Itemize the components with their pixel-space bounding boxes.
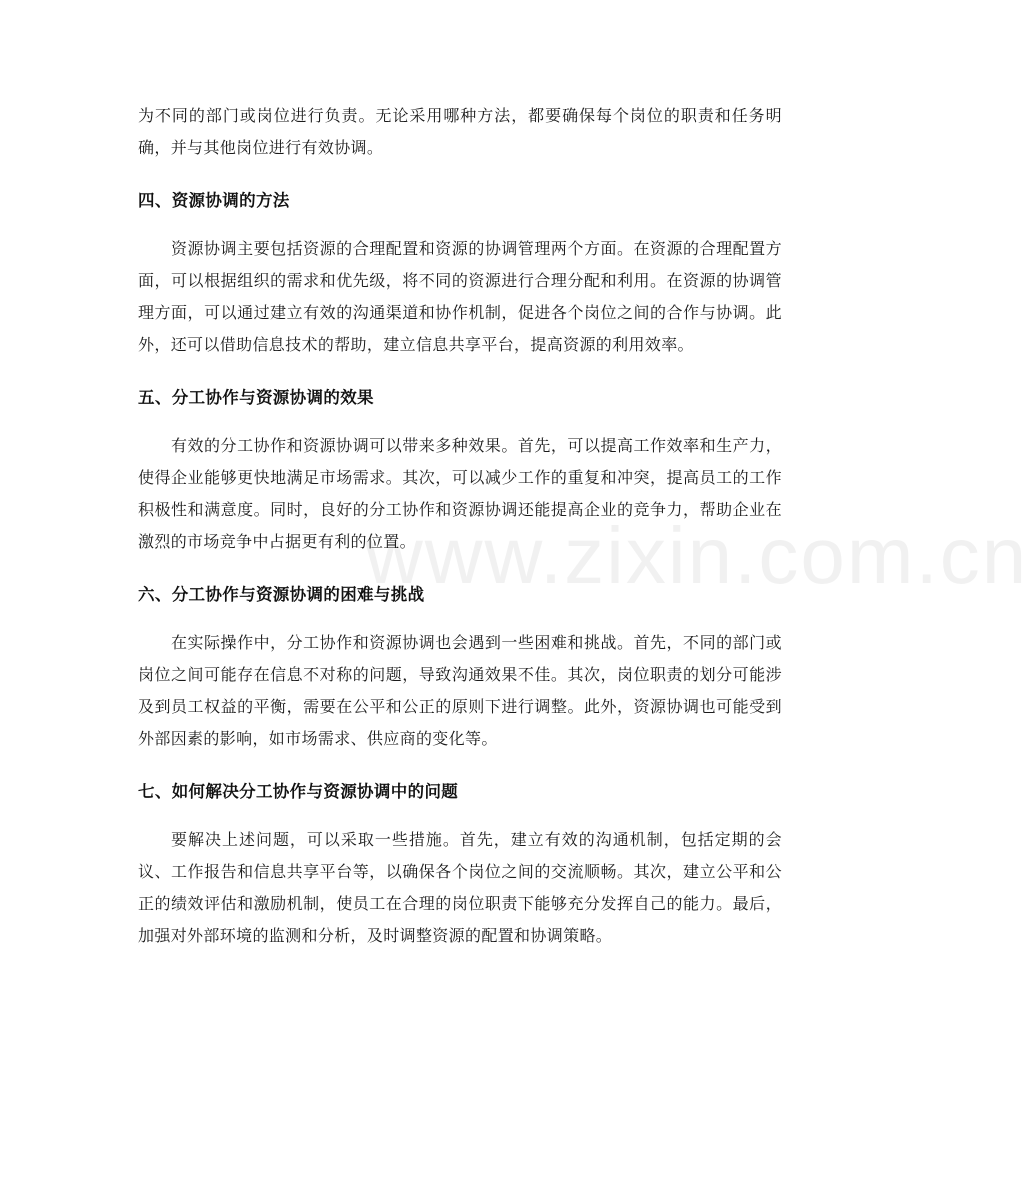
section-body-4: 资源协调主要包括资源的合理配置和资源的协调管理两个方面。在资源的合理配置方面，可以根据组织的需求和优先级，将不同的资源进行合理分配和利用。在资源的协调管理方面，可以通过建立有效的沟通渠道和协作机制，促进各个岗位之间的合作与协调。此外，还可以借助信息技术的帮助，建立信息共享平台，提高资源的利用效率。 — [138, 239, 782, 354]
section-heading-4: 四、资源协调的方法 — [138, 191, 290, 210]
section-body-7: 要解决上述问题，可以采取一些措施。首先，建立有效的沟通机制，包括定期的会议、工作报告和信息共享平台等，以确保各个岗位之间的交流顺畅。其次，建立公平和公正的绩效评估和激励机制，使员工在合理的岗位职责下能够充分发挥自己的能力。最后，加强对外部环境的监测和分析，及时调整资源的配置和协调策略。 — [138, 830, 782, 945]
section-body-6: 在实际操作中，分工协作和资源协调也会遇到一些困难和挑战。首先，不同的部门或岗位之间可能存在信息不对称的问题，导致沟通效果不佳。其次，岗位职责的划分可能涉及到员工权益的平衡，需要在公平和公正的原则下进行调整。此外，资源协调也可能受到外部因素的影响，如市场需求、供应商的变化等。 — [138, 633, 782, 748]
section-heading-7: 七、如何解决分工协作与资源协调中的问题 — [138, 782, 459, 801]
section-heading-6: 六、分工协作与资源协调的困难与挑战 — [138, 585, 425, 604]
section-heading-5: 五、分工协作与资源协调的效果 — [138, 388, 374, 407]
watermark: www.zixin.com.cn — [365, 511, 1028, 600]
section-body-5: 有效的分工协作和资源协调可以带来多种效果。首先，可以提高工作效率和生产力，使得企业能够更快地满足市场需求。其次，可以减少工作的重复和冲突，提高员工的工作积极性和满意度。同时，良好的分工协作和资源协调还能提高企业的竞争力，帮助企业在激烈的市场竞争中占据更有利的位置。 — [138, 436, 782, 551]
intro-paragraph: 为不同的部门或岗位进行负责。无论采用哪种方法，都要确保每个岗位的职责和任务明确，并与其他岗位进行有效协调。 — [138, 106, 782, 157]
document-page — [138, 100, 782, 952]
